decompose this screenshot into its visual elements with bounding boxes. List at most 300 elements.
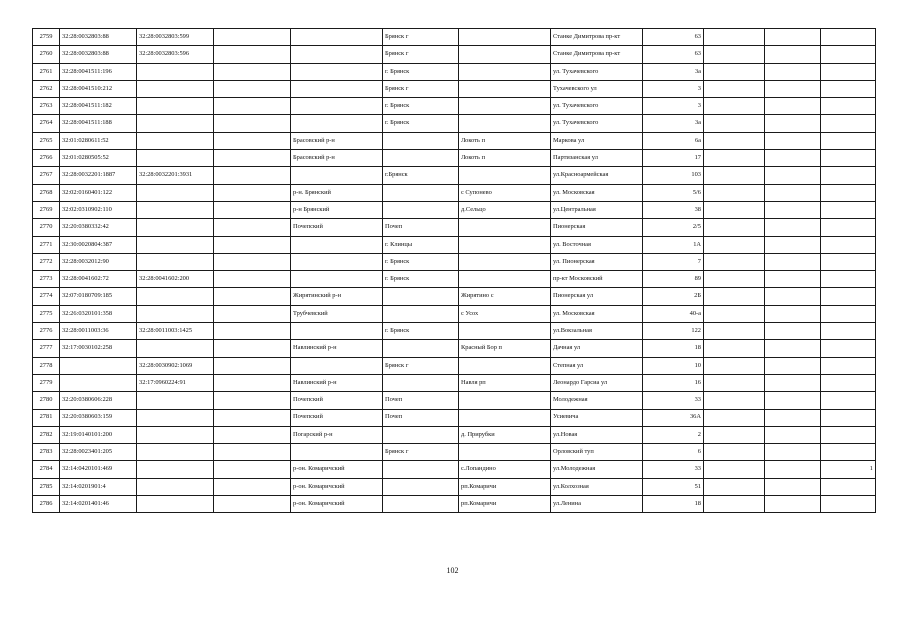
row-number-cell: 2762	[33, 80, 60, 97]
empty-cell	[765, 478, 821, 495]
district-cell: Трубчевский	[291, 305, 383, 322]
house-number-cell: 122	[643, 323, 704, 340]
premises-cadastral-number-cell	[137, 426, 214, 443]
cadastral-number-cell: 32:14:0420101:469	[60, 461, 137, 478]
cadastral-number-cell: 32:28:0032012:90	[60, 253, 137, 270]
premises-cadastral-number-cell	[137, 132, 214, 149]
premises-cadastral-number-cell: 32:17:0960224:91	[137, 374, 214, 391]
row-number-cell: 2768	[33, 184, 60, 201]
premises-cadastral-number-cell	[137, 288, 214, 305]
empty-cell	[765, 444, 821, 461]
empty-cell	[214, 80, 291, 97]
premises-cadastral-number-cell	[137, 340, 214, 357]
district-cell: Брасовский р-н	[291, 132, 383, 149]
house-number-cell: 3а	[643, 63, 704, 80]
extra-value-cell	[821, 132, 876, 149]
empty-cell	[765, 392, 821, 409]
house-number-cell: 3а	[643, 115, 704, 132]
empty-cell	[704, 478, 765, 495]
empty-cell	[765, 150, 821, 167]
house-number-cell: 33	[643, 392, 704, 409]
extra-value-cell	[821, 236, 876, 253]
cadastral-number-cell: 32:17:0030102:258	[60, 340, 137, 357]
empty-cell	[704, 323, 765, 340]
empty-cell	[214, 184, 291, 201]
city-cell: Брянск г	[383, 80, 459, 97]
extra-value-cell	[821, 496, 876, 513]
empty-cell	[214, 219, 291, 236]
extra-value-cell	[821, 340, 876, 357]
city-cell	[383, 201, 459, 218]
premises-cadastral-number-cell	[137, 236, 214, 253]
house-number-cell: 51	[643, 478, 704, 495]
settlement-cell	[459, 323, 551, 340]
extra-value-cell	[821, 46, 876, 63]
empty-cell	[704, 63, 765, 80]
settlement-cell: рп.Комаричи	[459, 496, 551, 513]
row-number-cell: 2767	[33, 167, 60, 184]
city-cell: г. Брянск	[383, 115, 459, 132]
cadastral-number-cell: 32:20:0380332:42	[60, 219, 137, 236]
row-number-cell: 2764	[33, 115, 60, 132]
empty-cell	[214, 374, 291, 391]
empty-cell	[765, 271, 821, 288]
table-row	[33, 219, 876, 236]
district-cell	[291, 236, 383, 253]
settlement-cell: Навля рп	[459, 374, 551, 391]
table-row	[33, 271, 876, 288]
city-cell: г.Брянск	[383, 167, 459, 184]
table-row	[33, 132, 876, 149]
extra-value-cell	[821, 374, 876, 391]
district-cell: Жирятинский р-н	[291, 288, 383, 305]
empty-cell	[704, 374, 765, 391]
cadastral-number-cell: 32:01:0280505:52	[60, 150, 137, 167]
extra-value-cell	[821, 288, 876, 305]
district-cell	[291, 63, 383, 80]
premises-cadastral-number-cell	[137, 253, 214, 270]
extra-value-cell	[821, 167, 876, 184]
district-cell: Почепский	[291, 392, 383, 409]
district-cell: р-он. Комаричский	[291, 461, 383, 478]
house-number-cell: 36А	[643, 409, 704, 426]
row-number-cell: 2765	[33, 132, 60, 149]
empty-cell	[704, 271, 765, 288]
city-cell	[383, 132, 459, 149]
empty-cell	[765, 409, 821, 426]
table-body	[33, 29, 876, 513]
row-number-cell: 2772	[33, 253, 60, 270]
extra-value-cell	[821, 29, 876, 46]
settlement-cell: с Усох	[459, 305, 551, 322]
street-cell: Леонардо Гарсиа ул	[551, 374, 643, 391]
extra-value-cell	[821, 219, 876, 236]
empty-cell	[214, 288, 291, 305]
empty-cell	[704, 132, 765, 149]
street-cell: ул. Восточная	[551, 236, 643, 253]
cadastral-number-cell: 32:02:0160401:122	[60, 184, 137, 201]
table-row	[33, 63, 876, 80]
street-cell: ул. Тухачевского	[551, 115, 643, 132]
table-row	[33, 478, 876, 495]
row-number-cell: 2778	[33, 357, 60, 374]
empty-cell	[704, 184, 765, 201]
premises-cadastral-number-cell	[137, 409, 214, 426]
empty-cell	[765, 29, 821, 46]
empty-cell	[765, 63, 821, 80]
empty-cell	[765, 115, 821, 132]
city-cell: Брянск г	[383, 46, 459, 63]
row-number-cell: 2769	[33, 201, 60, 218]
extra-value-cell	[821, 357, 876, 374]
empty-cell	[214, 63, 291, 80]
settlement-cell	[459, 444, 551, 461]
table-row	[33, 323, 876, 340]
city-cell	[383, 496, 459, 513]
row-number-cell: 2766	[33, 150, 60, 167]
settlement-cell	[459, 357, 551, 374]
row-number-cell: 2783	[33, 444, 60, 461]
street-cell: пр-кт Московский	[551, 271, 643, 288]
row-number-cell: 2774	[33, 288, 60, 305]
district-cell: р-н. Брянский	[291, 184, 383, 201]
table-row	[33, 444, 876, 461]
settlement-cell	[459, 98, 551, 115]
settlement-cell	[459, 409, 551, 426]
street-cell: Тухачевского ул	[551, 80, 643, 97]
extra-value-cell	[821, 98, 876, 115]
house-number-cell: 63	[643, 29, 704, 46]
page-number: 102	[446, 566, 459, 575]
settlement-cell	[459, 46, 551, 63]
cadastral-number-cell: 32:20:0380606:228	[60, 392, 137, 409]
row-number-cell: 2780	[33, 392, 60, 409]
empty-cell	[704, 461, 765, 478]
settlement-cell: д. Прирубки	[459, 426, 551, 443]
empty-cell	[214, 201, 291, 218]
street-cell: ул. Пионерская	[551, 253, 643, 270]
settlement-cell: с.Лопандино	[459, 461, 551, 478]
empty-cell	[214, 115, 291, 132]
empty-cell	[214, 426, 291, 443]
empty-cell	[765, 80, 821, 97]
table-row	[33, 461, 876, 478]
empty-cell	[765, 236, 821, 253]
extra-value-cell	[821, 115, 876, 132]
street-cell: Партизанская ул	[551, 150, 643, 167]
city-cell: Брянск г	[383, 357, 459, 374]
empty-cell	[214, 323, 291, 340]
row-number-cell: 2776	[33, 323, 60, 340]
city-cell: г. Брянск	[383, 98, 459, 115]
city-cell	[383, 184, 459, 201]
house-number-cell: 18	[643, 496, 704, 513]
empty-cell	[704, 167, 765, 184]
extra-value-cell	[821, 409, 876, 426]
row-number-cell: 2784	[33, 461, 60, 478]
empty-cell	[214, 236, 291, 253]
premises-cadastral-number-cell: 32:28:0011003:1425	[137, 323, 214, 340]
extra-value-cell	[821, 323, 876, 340]
cadastral-number-cell: 32:28:0032803:88	[60, 46, 137, 63]
empty-cell	[765, 46, 821, 63]
house-number-cell: 40-а	[643, 305, 704, 322]
empty-cell	[765, 184, 821, 201]
cadastral-number-cell: 32:28:0041511:182	[60, 98, 137, 115]
row-number-cell: 2760	[33, 46, 60, 63]
house-number-cell: 2	[643, 426, 704, 443]
table-row	[33, 426, 876, 443]
empty-cell	[704, 340, 765, 357]
premises-cadastral-number-cell	[137, 201, 214, 218]
city-cell: Брянск г	[383, 444, 459, 461]
empty-cell	[214, 305, 291, 322]
street-cell: Маркова ул	[551, 132, 643, 149]
empty-cell	[765, 253, 821, 270]
city-cell: Почеп	[383, 219, 459, 236]
empty-cell	[214, 132, 291, 149]
row-number-cell: 2781	[33, 409, 60, 426]
empty-cell	[214, 150, 291, 167]
row-number-cell: 2759	[33, 29, 60, 46]
empty-cell	[214, 444, 291, 461]
house-number-cell: 2Б	[643, 288, 704, 305]
house-number-cell: 10	[643, 357, 704, 374]
empty-cell	[214, 478, 291, 495]
settlement-cell	[459, 167, 551, 184]
cadastral-number-cell: 32:28:0032803:88	[60, 29, 137, 46]
row-number-cell: 2785	[33, 478, 60, 495]
cadastral-number-cell: 32:28:0023401:205	[60, 444, 137, 461]
cadastral-number-cell: 32:14:0201901:4	[60, 478, 137, 495]
district-cell	[291, 253, 383, 270]
street-cell: Степная ул	[551, 357, 643, 374]
cadastral-number-cell: 32:30:0020804:387	[60, 236, 137, 253]
premises-cadastral-number-cell: 32:28:0032803:599	[137, 29, 214, 46]
empty-cell	[765, 357, 821, 374]
house-number-cell: 2/5	[643, 219, 704, 236]
city-cell: Почеп	[383, 392, 459, 409]
empty-cell	[704, 444, 765, 461]
district-cell	[291, 323, 383, 340]
premises-cadastral-number-cell: 32:28:0032803:596	[137, 46, 214, 63]
city-cell	[383, 426, 459, 443]
cadastral-number-cell: 32:28:0041511:188	[60, 115, 137, 132]
premises-cadastral-number-cell	[137, 392, 214, 409]
cadastral-number-cell: 32:14:0201401:46	[60, 496, 137, 513]
premises-cadastral-number-cell	[137, 496, 214, 513]
row-number-cell: 2779	[33, 374, 60, 391]
city-cell	[383, 305, 459, 322]
empty-cell	[214, 409, 291, 426]
district-cell	[291, 444, 383, 461]
house-number-cell: 18	[643, 340, 704, 357]
house-number-cell: 38	[643, 201, 704, 218]
street-cell: Дачная ул	[551, 340, 643, 357]
house-number-cell: 3	[643, 98, 704, 115]
empty-cell	[214, 496, 291, 513]
table-row	[33, 253, 876, 270]
table-row	[33, 374, 876, 391]
row-number-cell: 2786	[33, 496, 60, 513]
table-row	[33, 184, 876, 201]
empty-cell	[704, 115, 765, 132]
empty-cell	[765, 461, 821, 478]
row-number-cell: 2775	[33, 305, 60, 322]
empty-cell	[704, 253, 765, 270]
extra-value-cell	[821, 63, 876, 80]
cadastral-number-cell: 32:28:0041511:196	[60, 63, 137, 80]
empty-cell	[704, 288, 765, 305]
empty-cell	[765, 132, 821, 149]
house-number-cell: 7	[643, 253, 704, 270]
table-row	[33, 409, 876, 426]
row-number-cell: 2770	[33, 219, 60, 236]
settlement-cell: Жирятино с	[459, 288, 551, 305]
table-row	[33, 340, 876, 357]
empty-cell	[765, 374, 821, 391]
empty-cell	[765, 340, 821, 357]
table-row	[33, 80, 876, 97]
city-cell: Брянск г	[383, 29, 459, 46]
house-number-cell: 5/6	[643, 184, 704, 201]
extra-value-cell	[821, 444, 876, 461]
extra-value-cell	[821, 271, 876, 288]
street-cell: Пионерская	[551, 219, 643, 236]
district-cell: р-он. Комаричский	[291, 496, 383, 513]
city-cell: г. Брянск	[383, 271, 459, 288]
district-cell: Навлинский р-н	[291, 374, 383, 391]
settlement-cell	[459, 115, 551, 132]
house-number-cell: 89	[643, 271, 704, 288]
street-cell: ул. Тухачевского	[551, 63, 643, 80]
settlement-cell	[459, 271, 551, 288]
extra-value-cell	[821, 80, 876, 97]
district-cell	[291, 80, 383, 97]
district-cell	[291, 357, 383, 374]
premises-cadastral-number-cell: 32:28:0041602:200	[137, 271, 214, 288]
cadastral-number-cell: 32:28:0011003:36	[60, 323, 137, 340]
empty-cell	[704, 46, 765, 63]
district-cell: Почепский	[291, 409, 383, 426]
settlement-cell	[459, 63, 551, 80]
extra-value-cell	[821, 305, 876, 322]
premises-cadastral-number-cell	[137, 184, 214, 201]
premises-cadastral-number-cell	[137, 80, 214, 97]
district-cell	[291, 271, 383, 288]
empty-cell	[704, 150, 765, 167]
empty-cell	[704, 392, 765, 409]
empty-cell	[765, 167, 821, 184]
empty-cell	[214, 392, 291, 409]
empty-cell	[765, 323, 821, 340]
street-cell: Станке Димитрова пр-кт	[551, 46, 643, 63]
district-cell	[291, 98, 383, 115]
premises-cadastral-number-cell: 32:28:0032201:3931	[137, 167, 214, 184]
city-cell: Почеп	[383, 409, 459, 426]
extra-value-cell	[821, 478, 876, 495]
empty-cell	[704, 98, 765, 115]
cadastral-number-cell: 32:19:0140101:200	[60, 426, 137, 443]
premises-cadastral-number-cell	[137, 305, 214, 322]
table-row	[33, 201, 876, 218]
settlement-cell	[459, 29, 551, 46]
empty-cell	[765, 201, 821, 218]
cadastral-number-cell	[60, 357, 137, 374]
premises-cadastral-number-cell	[137, 98, 214, 115]
premises-cadastral-number-cell	[137, 150, 214, 167]
settlement-cell: д.Сельцо	[459, 201, 551, 218]
empty-cell	[704, 409, 765, 426]
house-number-cell: 3	[643, 80, 704, 97]
empty-cell	[214, 253, 291, 270]
table-row	[33, 98, 876, 115]
street-cell: ул.Молодежная	[551, 461, 643, 478]
district-cell	[291, 115, 383, 132]
district-cell	[291, 29, 383, 46]
city-cell	[383, 374, 459, 391]
extra-value-cell	[821, 392, 876, 409]
empty-cell	[704, 426, 765, 443]
empty-cell	[704, 80, 765, 97]
street-cell: ул.Новая	[551, 426, 643, 443]
district-cell: Брасовский р-н	[291, 150, 383, 167]
street-cell: ул.Вокзальная	[551, 323, 643, 340]
premises-cadastral-number-cell: 32:28:0030902:1069	[137, 357, 214, 374]
extra-value-cell: 1	[821, 461, 876, 478]
empty-cell	[704, 219, 765, 236]
empty-cell	[704, 305, 765, 322]
premises-cadastral-number-cell	[137, 461, 214, 478]
street-cell: ул. Московская	[551, 184, 643, 201]
street-cell: ул.Колхозная	[551, 478, 643, 495]
table-row	[33, 357, 876, 374]
extra-value-cell	[821, 184, 876, 201]
empty-cell	[704, 236, 765, 253]
empty-cell	[214, 357, 291, 374]
district-cell	[291, 46, 383, 63]
house-number-cell: 33	[643, 461, 704, 478]
premises-cadastral-number-cell	[137, 219, 214, 236]
table-row	[33, 115, 876, 132]
settlement-cell: Красный Бор п	[459, 340, 551, 357]
city-cell	[383, 150, 459, 167]
property-register-table	[32, 28, 876, 513]
settlement-cell: Локоть п	[459, 150, 551, 167]
cadastral-number-cell: 32:28:0041510:212	[60, 80, 137, 97]
row-number-cell: 2771	[33, 236, 60, 253]
house-number-cell: 63	[643, 46, 704, 63]
cadastral-number-cell	[60, 374, 137, 391]
settlement-cell: Локоть п	[459, 132, 551, 149]
house-number-cell: 16	[643, 374, 704, 391]
street-cell: ул.Ленина	[551, 496, 643, 513]
premises-cadastral-number-cell	[137, 478, 214, 495]
cadastral-number-cell: 32:20:0380603:159	[60, 409, 137, 426]
extra-value-cell	[821, 201, 876, 218]
settlement-cell	[459, 236, 551, 253]
district-cell: Почепский	[291, 219, 383, 236]
cadastral-number-cell: 32:02:0310902:110	[60, 201, 137, 218]
street-cell: ул. Московская	[551, 305, 643, 322]
cadastral-number-cell: 32:01:0280611:52	[60, 132, 137, 149]
street-cell: Пионерская ул	[551, 288, 643, 305]
city-cell	[383, 340, 459, 357]
street-cell: Станке Димитрова пр-кт	[551, 29, 643, 46]
empty-cell	[214, 46, 291, 63]
empty-cell	[765, 305, 821, 322]
empty-cell	[704, 29, 765, 46]
